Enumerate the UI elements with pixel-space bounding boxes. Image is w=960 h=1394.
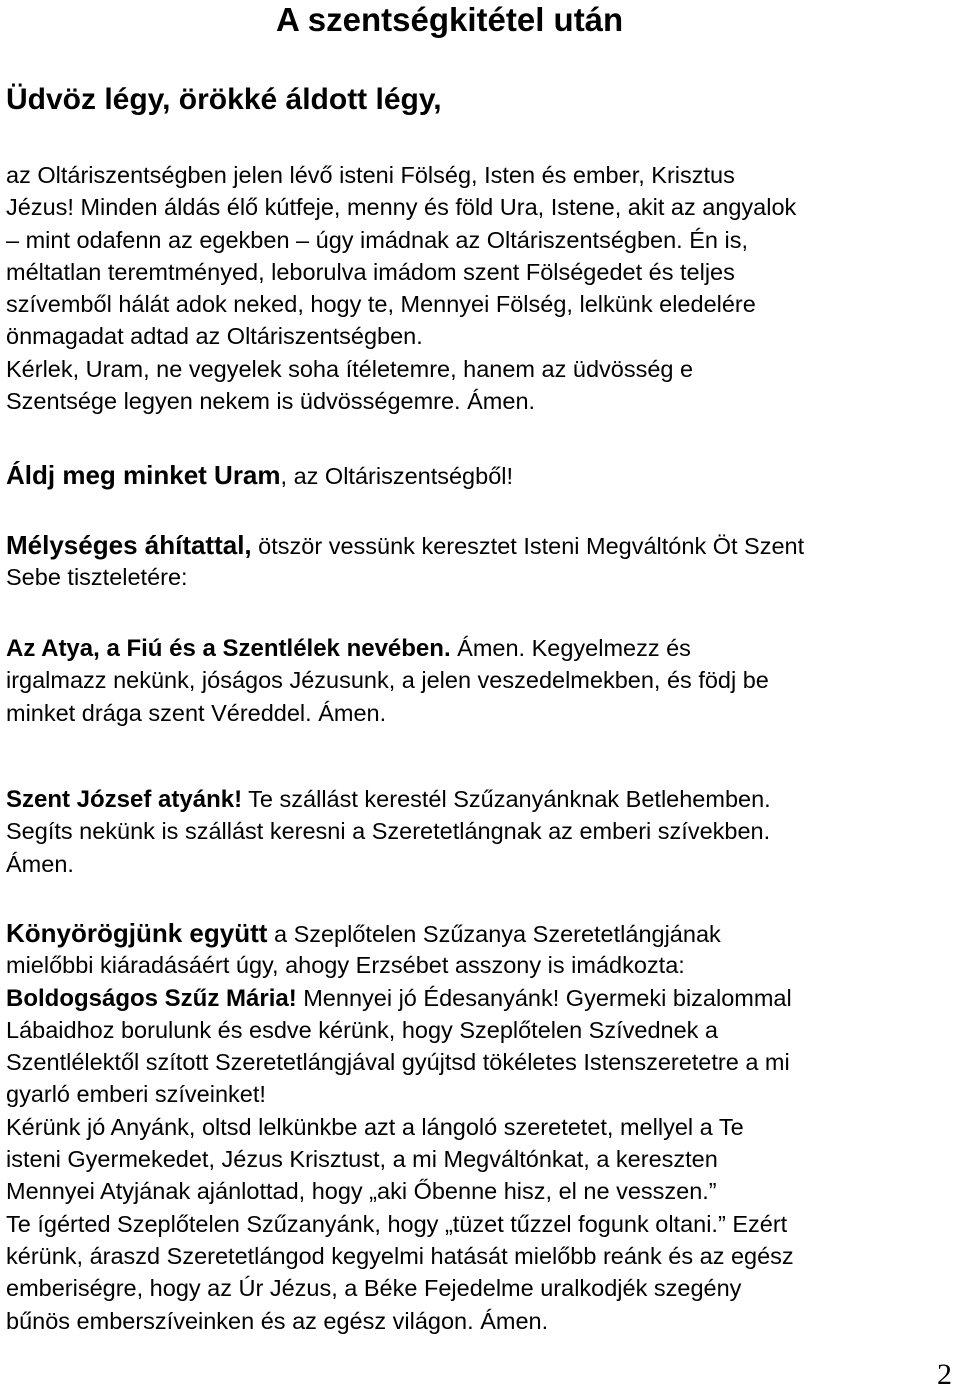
text-line: isteni Gyermekedet, Jézus Krisztust, a mi Megváltónkat, a kereszten [6, 1146, 718, 1173]
five-wounds-paragraph [6, 529, 956, 594]
adoration-paragraph [6, 159, 956, 417]
text-line: Te ígérted Szeplőtelen Szűzanyánk, hogy „tüzet tűzzel fogunk oltani.” Ezért [6, 1210, 788, 1237]
mary-text: Mennyei jó Édesanyánk! Gyermeki bizalommal [296, 984, 792, 1011]
trinity-bold-text: Az Atya, a Fiú és a Szentlélek nevében. [6, 635, 451, 662]
text-line: – mint odafenn az egekben – úgy imádnak az Oltáriszentségben. Én is, [6, 226, 749, 253]
trinity-text: Ámen. Kegyelmezz és [450, 635, 691, 661]
text-line: Kérlek, Uram, ne vegyelek soha ítéletemre, hanem az üdvösség e [6, 355, 694, 382]
blessing-paragraph [6, 459, 956, 491]
text-line: Lábaidhoz borulunk és esdve kérünk, hogy Szeplőtelen Szívednek a [6, 1016, 718, 1043]
text-line: Ámen. [6, 850, 74, 877]
text-line: kérünk, áraszd Szeretetlángod kegyelmi hatását mielőbb reánk és az egész [6, 1242, 794, 1269]
text-line: minket drága szent Véreddel. Ámen. [6, 699, 387, 726]
joseph-text: Te szállást kerestél Szűzanyánknak Betlehemben. [242, 786, 771, 812]
joseph-paragraph [6, 783, 956, 880]
page-title: A szentségkitétel után [276, 1, 624, 38]
text-line: Segíts nekünk is szállást keresni a Szeretetlángnak az emberi szívekben. [6, 818, 771, 845]
text-line: Szentlélektől szított Szeretetlángjával gyújtsd tökéletes Istenszeretetre a mi [6, 1049, 790, 1076]
text-line: Mennyei Atyjának ajánlottad, hogy „aki Őbenne hisz, el ne vesszen.” [6, 1178, 717, 1205]
prayer-heading: Üdvöz légy, örökké áldott légy, [6, 83, 442, 116]
page-number: 2 [937, 1358, 952, 1391]
text-line: gyarló emberi szíveinket! [6, 1081, 266, 1108]
text-line: méltatlan teremtményed, leborulva imádom szent Fölségedet és teljes [6, 258, 735, 285]
text-line: az Oltáriszentségben jelen lévő isteni Fölség, Isten és ember, Krisztus [6, 162, 735, 188]
text-line: szívemből hálát adok neked, hogy te, Mennyei Fölség, lelkünk eledelére [6, 291, 756, 318]
trinity-paragraph [6, 632, 956, 729]
text-line: önmagadat adtad az Oltáriszentségben. [6, 323, 423, 350]
blessing-bold-text: Áldj meg minket Uram [6, 460, 281, 490]
blessing-text: , az Oltáriszentségből! [280, 463, 514, 489]
devotion-bold-text: Mélységes áhítattal, [6, 530, 252, 560]
mary-bold-text: Boldogságos Szűz Mária! [6, 984, 297, 1012]
text-line: emberiségre, hogy az Úr Jézus, a Béke Fejedelme uralkodjék szegény [6, 1275, 742, 1302]
text-line: mielőbbi kiáradásáért úgy, ahogy Erzsébet asszony is imádkozta: [6, 952, 685, 979]
pray-text: a Szeplőtelen Szűzanya Szeretetlángjának [267, 921, 721, 947]
text-line: irgalmazz nekünk, jóságos Jézusunk, a jelen veszedelmekben, és födj be [6, 667, 769, 694]
text-line: Jézus! Minden áldás élő kútfeje, menny és föld Ura, Istene, akit az angyalok [6, 194, 797, 221]
text-line: Kérünk jó Anyánk, oltsd lelkünkbe azt a lángoló szeretetet, mellyel a Te [6, 1113, 744, 1140]
text-line: Szentsége legyen nekem is üdvösségemre. Ámen. [6, 388, 536, 415]
text-line: bűnös emberszíveinken és az egész világon. Ámen. [6, 1307, 549, 1334]
flame-of-love-paragraph [6, 917, 956, 1337]
pray-bold-text: Könyörögjünk együtt [6, 918, 268, 948]
joseph-bold-text: Szent József atyánk! [6, 786, 243, 813]
devotion-text: ötször vessünk keresztet Isteni Megváltónk Öt Szent [251, 533, 805, 559]
text-line: Sebe tiszteletére: [6, 564, 188, 591]
